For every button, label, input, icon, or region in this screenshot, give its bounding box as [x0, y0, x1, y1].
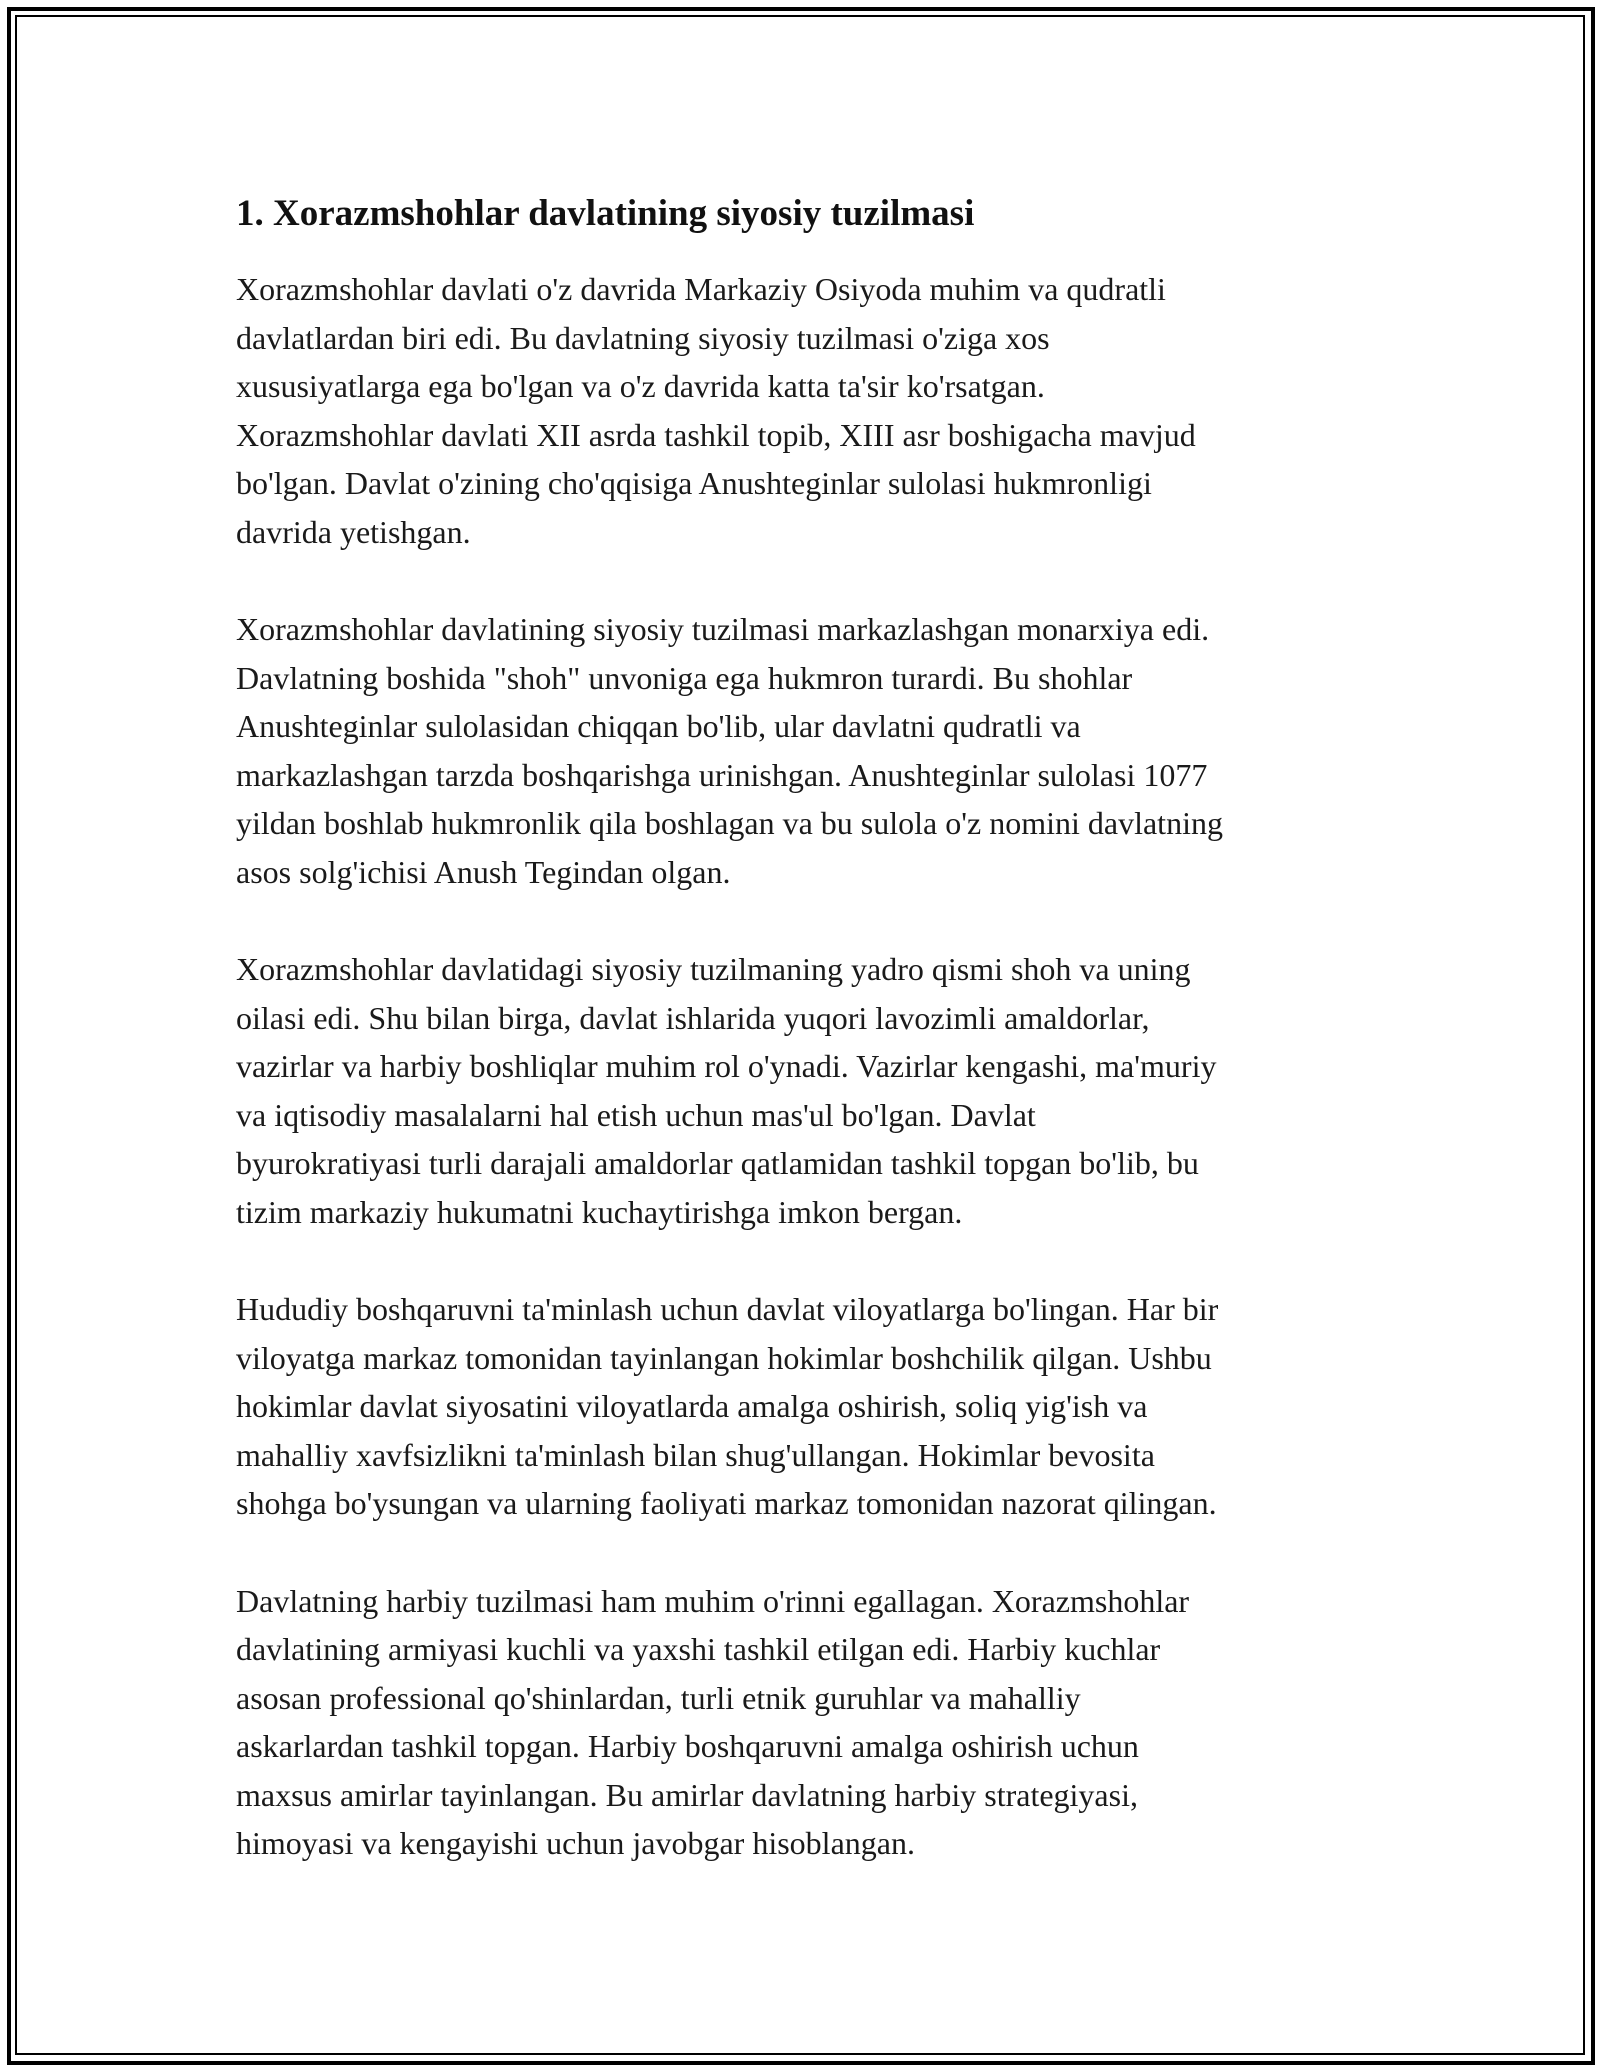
paragraph-1: Xorazmshohlar davlati o'z davrida Markaziy Osiyoda muhim va qudratli davlatlardan biri edi. Bu davlatning siyosiy tuzilmasi o'ziga xos xususiyatlarga ega bo'lgan va o'z davrida katta ta'sir ko'rsatgan. Xorazmshohlar davlati XII asrda tashkil topib, XIII asr boshigacha mavjud bo'lgan. Davlat o'zining cho'qqisiga Anushteginlar sulolasi hukmronligi davrida yetishgan.: [236, 271, 1196, 550]
section-title: 1. Xorazmshohlar davlatining siyosiy tuzilmasi: [236, 193, 975, 234]
paragraph-2: Xorazmshohlar davlatining siyosiy tuzilmasi markazlashgan monarxiya edi. Davlatning boshida "shoh" unvoniga ega hukmron turardi. Bu shohlar Anushteginlar sulolasidan chiqqan bo'lib, ular davlatni qudratli va markazlashgan tarzda boshqarishga urinishgan. Anushteginlar sulolasi 1077 yildan boshlab hukmronlik qila boshlagan va bu sulola o'z nomini davlatning asos solg'ichisi Anush Tegindan olgan.: [236, 611, 1223, 890]
paragraph-3: Xorazmshohlar davlatidagi siyosiy tuzilmaning yadro qismi shoh va uning oilasi edi. Shu bilan birga, davlat ishlarida yuqori lavozimli amaldorlar, vazirlar va harbiy boshliqlar muhim rol o'ynadi. Vazirlar kengashi, ma'muriy va iqtisodiy masalalarni hal etish uchun mas'ul bo'lgan. Davlat byurokratiyasi turli darajali amaldorlar qatlamidan tashkil topgan bo'lib, bu tizim markaziy hukumatni kuchaytirishga imkon bergan.: [236, 951, 1217, 1230]
paragraph-4: Hududiy boshqaruvni ta'minlash uchun davlat viloyatlarga bo'lingan. Har bir viloyatga markaz tomonidan tayinlangan hokimlar boshchilik qilgan. Ushbu hokimlar davlat siyosatini viloyatlarda amalga oshirish, soliq yig'ish va mahalliy xavfsizlikni ta'minlash bilan shug'ullangan. Hokimlar bevosita shohga bo'ysungan va ularning faoliyati markaz tomonidan nazorat qilingan.: [236, 1291, 1219, 1521]
document-body: [236, 188, 1386, 1917]
paragraph-5: Davlatning harbiy tuzilmasi ham muhim o'rinni egallagan. Xorazmshohlar davlatining armiyasi kuchli va yaxshi tashkil etilgan edi. Harbiy kuchlar asosan professional qo'shinlardan, turli etnik guruhlar va mahalliy askarlardan tashkil topgan. Harbiy boshqaruvni amalga oshirish uchun maxsus amirlar tayinlangan. Bu amirlar davlatning harbiy strategiyasi, himoyasi va kengayishi uchun javobgar hisoblangan.: [236, 1582, 1190, 1861]
